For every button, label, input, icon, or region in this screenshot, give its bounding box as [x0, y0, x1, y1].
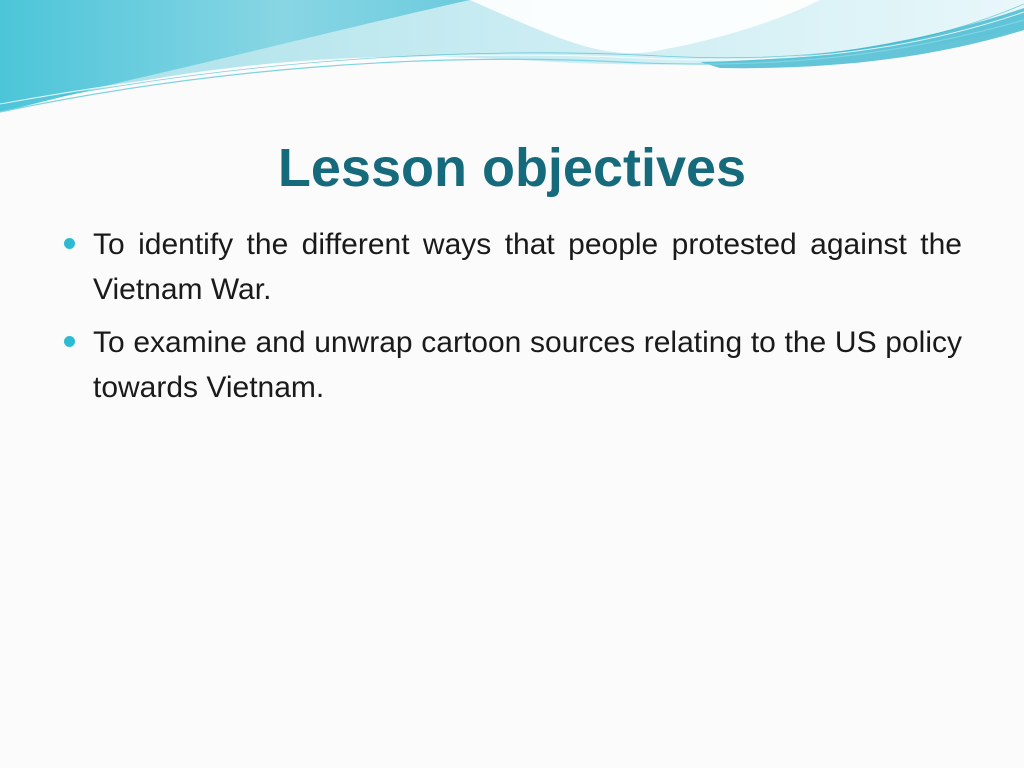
header-wave-decoration: [0, 0, 1024, 130]
list-item: [62, 320, 962, 410]
bullet-dot-icon: [64, 336, 75, 347]
objective-text: To identify the different ways that people protested against the Vietnam War.: [93, 228, 962, 306]
bullet-dot-icon: [64, 238, 75, 249]
slide-title: Lesson objectives: [277, 138, 747, 198]
objective-text: To examine and unwrap cartoon sources relating to the US policy towards Vietnam.: [93, 326, 962, 404]
list-item: [62, 222, 962, 312]
objectives-list: [62, 222, 962, 418]
